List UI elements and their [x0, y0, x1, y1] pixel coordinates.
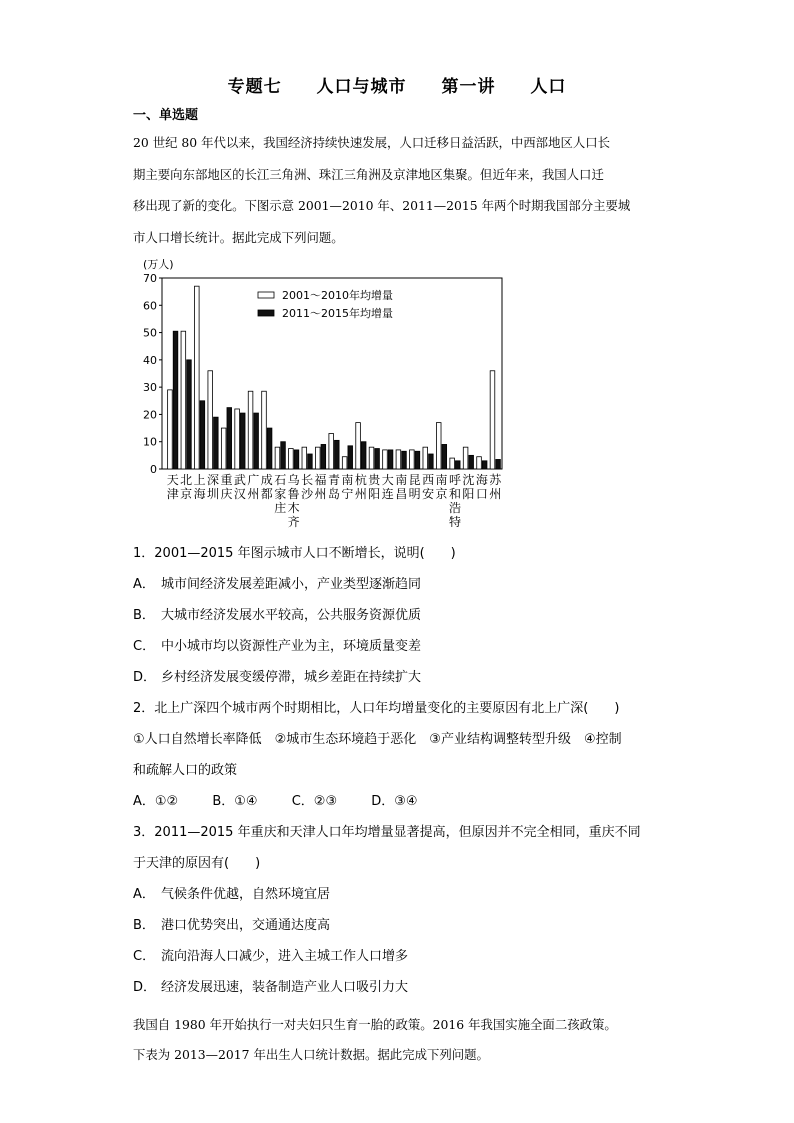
bar-series1 [356, 423, 361, 469]
x-tick-label: 浩 [448, 501, 461, 515]
x-tick-label: 上 [193, 473, 206, 487]
bar-series1 [195, 286, 200, 469]
x-tick-label: 乌 [287, 473, 300, 487]
question-1 [133, 538, 673, 693]
x-tick-label: 岛 [327, 487, 341, 501]
x-tick-label: 口 [475, 487, 488, 501]
x-tick-label: 杭 [354, 473, 367, 487]
option-text: 流向沿海人口减少，进入主城工作人口增多 [161, 949, 409, 964]
x-tick-label: 海 [193, 487, 206, 501]
bar-series2 [415, 451, 420, 469]
legend-label: 2011～2015年均增量 [282, 307, 393, 320]
option-d[interactable] [133, 662, 673, 693]
bar-series1 [289, 449, 294, 469]
bar-series1 [477, 457, 482, 469]
y-unit-label: (万人) [143, 258, 174, 271]
page-title [0, 72, 794, 97]
intro-line: 市人口增长统计。据此完成下列问题。 [133, 229, 344, 245]
legend-swatch [258, 310, 274, 316]
x-tick-label: 庆 [220, 487, 233, 501]
x-tick-label: 武 [233, 473, 246, 487]
x-tick-label: 连 [381, 487, 394, 501]
x-tick-label: 福 [314, 473, 327, 487]
y-tick-label: 50 [143, 326, 157, 340]
question-stem: 1．2001—2015 年图示城市人口不断增长，说明( ) [133, 546, 456, 561]
bar-series1 [423, 447, 428, 469]
x-tick-label: 都 [260, 487, 273, 501]
option-letter: D． [133, 670, 157, 685]
y-tick-label: 30 [143, 381, 157, 395]
option-letter: C． [133, 639, 156, 654]
intro-line: 20 世纪 80 年代以来，我国经济持续快速发展，人口迁移日益活跃，中西部地区人口长 [133, 135, 611, 150]
y-tick-label: 10 [143, 435, 157, 449]
option-b[interactable] [133, 600, 673, 631]
bar-series1 [450, 458, 455, 469]
bar-series1 [248, 391, 253, 469]
bar-series2 [442, 444, 447, 469]
bar-series1 [410, 450, 415, 469]
x-tick-label: 齐 [287, 515, 300, 529]
bar-series1 [168, 390, 173, 469]
x-tick-label: 大 [381, 473, 394, 487]
option-letter: C． [133, 949, 156, 964]
option-text: 港口优势突出，交通通达度高 [161, 918, 331, 933]
x-tick-label: 天 [166, 473, 179, 487]
x-tick-label: 津 [166, 487, 179, 501]
option-text: 经济发展迅速，装备制造产业人口吸引力大 [161, 980, 409, 995]
x-tick-label: 明 [408, 487, 421, 501]
title-part: 人口 [530, 77, 567, 97]
x-tick-label: 特 [448, 515, 461, 529]
question-stem: 3．2011—2015 年重庆和天津人口年均增量显著提高，但原因并不完全相同，重庆不同 [133, 825, 641, 840]
x-tick-label: 昌 [395, 487, 408, 501]
question-3 [133, 817, 673, 1003]
bar-series2 [402, 451, 407, 469]
y-tick-label: 20 [143, 408, 157, 422]
option-c[interactable] [133, 941, 673, 972]
question-2 [133, 693, 673, 817]
option-text: 中小城市均以资源性产业为主，环境质量变差 [161, 639, 422, 654]
x-tick-label: 沈 [462, 473, 475, 487]
x-tick-label: 汉 [233, 487, 246, 501]
x-tick-label: 阳 [462, 487, 475, 501]
option-d[interactable] [133, 972, 673, 1003]
bar-series2 [308, 454, 313, 469]
x-tick-label: 深 [207, 473, 220, 487]
x-tick-label: 石 [274, 473, 287, 487]
x-tick-label: 沙 [301, 487, 314, 501]
bar-series2 [227, 408, 232, 469]
bar-series1 [436, 423, 441, 469]
option-text: 气候条件优越，自然环境宜居 [161, 887, 331, 902]
bar-series1 [302, 447, 307, 469]
x-tick-label: 京 [180, 487, 193, 501]
bar-series1 [181, 331, 186, 469]
option-text: 大城市经济发展水平较高，公共服务资源优质 [161, 608, 422, 623]
option-d[interactable]: D．③④ [371, 794, 418, 809]
intro-paragraph [133, 127, 663, 253]
option-text: 城市间经济发展差距减小，产业类型逐渐趋同 [161, 577, 422, 592]
title-part: 专题七 [227, 77, 282, 97]
question-stem: ①人口自然增长率降低 ②城市生态环境趋于恶化 ③产业结构调整转型升级 ④控制 [133, 732, 622, 747]
bar-series2 [469, 455, 474, 469]
y-tick-label: 70 [143, 272, 157, 285]
bar-series2 [214, 417, 219, 469]
bar-series1 [383, 450, 388, 469]
question-stem: 和疏解人口的政策 [133, 763, 238, 778]
bar-series1 [208, 371, 213, 469]
bar-series1 [315, 447, 320, 469]
bar-series2 [254, 413, 259, 469]
title-part: 人口与城市 [316, 77, 407, 97]
bar-series2 [335, 440, 340, 469]
x-tick-label: 州 [354, 487, 367, 501]
option-a[interactable] [133, 569, 673, 600]
bar-series2 [348, 446, 353, 469]
option-a[interactable] [133, 879, 673, 910]
x-tick-label: 宁 [341, 487, 354, 501]
x-tick-label: 家 [274, 487, 287, 501]
bar-series2 [240, 413, 245, 469]
bar-series2 [321, 444, 326, 469]
x-tick-label: 南 [341, 473, 354, 487]
bar-series2 [375, 449, 380, 469]
bar-series1 [275, 447, 280, 469]
y-tick-label: 0 [150, 463, 157, 476]
x-tick-label: 贵 [368, 473, 381, 487]
x-tick-label: 鲁 [287, 487, 300, 501]
x-tick-label: 安 [422, 487, 435, 501]
bar-series1 [221, 428, 226, 469]
option-letter: B． [133, 608, 155, 623]
x-tick-label: 苏 [489, 473, 502, 487]
option-b[interactable] [133, 910, 673, 941]
bar-series1 [342, 457, 347, 469]
next-material [133, 1010, 673, 1070]
bar-series2 [267, 428, 272, 469]
option-letter: A． [133, 887, 155, 902]
section-heading: 一、单选题 [133, 108, 199, 123]
option-a[interactable]: A．①② [133, 794, 179, 809]
x-tick-label: 长 [301, 473, 314, 487]
bar-series2 [455, 461, 460, 469]
inline-options [133, 786, 673, 817]
bar-series2 [482, 461, 487, 469]
x-tick-label: 南 [395, 473, 408, 487]
legend-swatch [258, 292, 274, 298]
population-chart [140, 254, 510, 539]
bar-series2 [200, 401, 205, 469]
y-tick-label: 60 [143, 299, 157, 313]
intro-line: 移出现了新的变化。下图示意 2001—2010 年、2011—2015 年两个时期我国部分主要城 [133, 198, 631, 213]
x-tick-label: 呼 [448, 473, 461, 487]
question-stem: 于天津的原因有( ) [133, 856, 261, 871]
x-tick-label: 海 [475, 473, 488, 487]
x-tick-label: 圳 [207, 487, 220, 501]
x-tick-label: 和 [448, 487, 461, 501]
x-tick-label: 州 [489, 487, 502, 501]
legend-label: 2001～2010年均增量 [282, 289, 393, 302]
x-tick-label: 州 [247, 487, 260, 501]
x-tick-label: 庄 [274, 501, 287, 515]
bar-series2 [361, 442, 366, 469]
bar-series1 [490, 371, 495, 469]
y-tick-label: 40 [143, 353, 157, 367]
option-c[interactable]: C．②③ [291, 794, 338, 809]
bar-series2 [173, 331, 178, 469]
option-letter: B． [133, 918, 155, 933]
bar-series1 [369, 447, 374, 469]
x-tick-label: 广 [247, 473, 260, 487]
question-stem: 2．北上广深四个城市两个时期相比，人口年均增量变化的主要原因有北上广深( ) [133, 701, 620, 716]
title-part: 第一讲 [441, 77, 496, 97]
option-letter: D． [133, 980, 157, 995]
option-c[interactable] [133, 631, 673, 662]
x-tick-label: 成 [260, 473, 273, 487]
option-text: 乡村经济发展变缓停滞，城乡差距在持续扩大 [161, 670, 422, 685]
bar-series1 [396, 450, 401, 469]
option-letter: A． [133, 577, 155, 592]
tail-line: 我国自 1980 年开始执行一对夫妇只生育一胎的政策。2016 年我国实施全面二孩政策。 [133, 1017, 617, 1032]
x-tick-label: 西 [422, 473, 435, 487]
x-tick-label: 重 [220, 473, 233, 487]
bar-series2 [388, 450, 393, 469]
bar-series1 [463, 447, 468, 469]
intro-line: 期主要向东部地区的长江三角洲、珠江三角洲及京津地区集聚。但近年来，我国人口迁 [133, 166, 604, 182]
bar-series2 [281, 442, 286, 469]
x-tick-label: 木 [287, 501, 300, 515]
x-tick-label: 京 [435, 487, 448, 501]
x-tick-label: 昆 [408, 473, 421, 487]
x-tick-label: 阳 [368, 487, 381, 501]
x-tick-label: 州 [314, 487, 327, 501]
x-tick-label: 青 [327, 473, 341, 487]
x-tick-label: 南 [435, 473, 448, 487]
bar-series1 [235, 409, 240, 469]
option-b[interactable]: B．①④ [212, 794, 258, 809]
bar-series2 [294, 450, 299, 469]
bar-series2 [496, 459, 501, 469]
bar-series1 [262, 391, 267, 469]
chart-svg [140, 254, 510, 539]
bar-series2 [429, 454, 434, 469]
tail-line: 下表为 2013—2017 年出生人口统计数据。据此完成下列问题。 [133, 1047, 489, 1062]
bar-series2 [187, 360, 192, 469]
x-tick-label: 北 [180, 473, 193, 487]
bar-series1 [329, 434, 334, 469]
